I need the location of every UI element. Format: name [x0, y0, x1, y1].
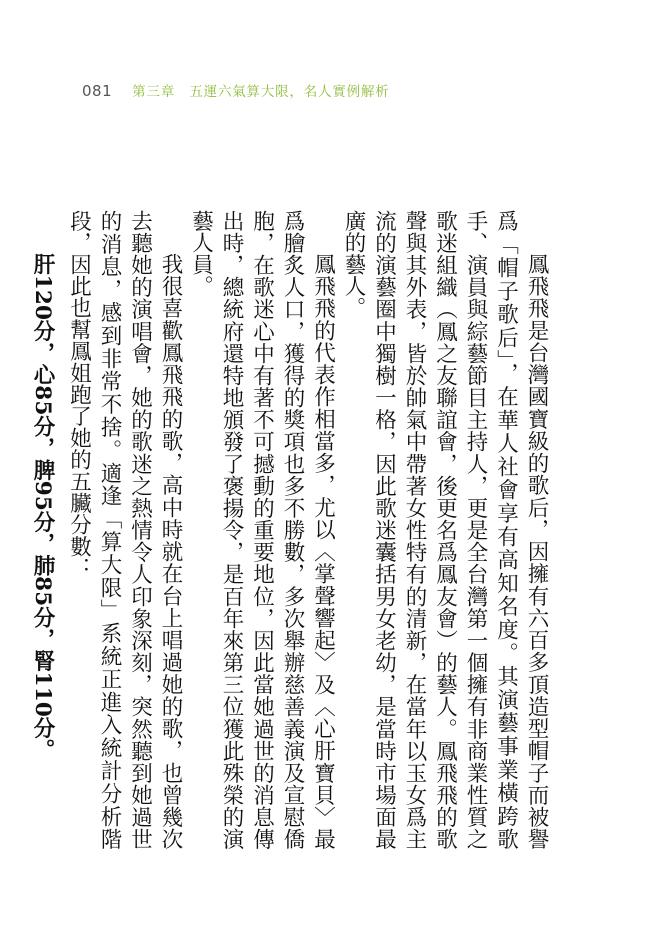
paragraph-1: 鳳飛飛是台灣國寶級的歌后，因擁有六百多頂造型帽子而被譽爲「帽子歌后」，在華人社會享有高知名度。其演藝事業橫跨歌手、演員與綜藝節目主持人，更是全台灣第一個擁有非商業性質之歌迷組織（鳳之友聯誼會，後更名爲鳳友會）的藝人。鳳飛飛的歌聲與其外表，皆於帥氣中帶著女性特有的清新，在當年以玉女爲主流的演藝圈中獨樹一格，因此歌迷囊括男女老幼，是當時市場面最廣的藝人。 — [341, 210, 549, 850]
vertical-body-text — [27, 210, 552, 850]
organ-scores: 肝120分，心85分，脾95分，肺85分，腎110分。 — [30, 253, 55, 761]
paragraph-2: 鳳飛飛的代表作相當多，尤以〈掌聲響起〉及〈心肝寶貝〉最爲膾炙人口，獲得的獎項也多不勝數，多次舉辦慈善義演及宣慰僑胞，在歌迷心中有著不可撼動的重要地位，因此當她過世的消息傳出時，總統府還特地頒發了褒揚令，是百年來第三位獲此殊榮的演藝人員。 — [188, 210, 336, 850]
paragraph-3: 我很喜歡鳳飛飛的歌，高中時就在台上唱過她的歌，也曾幾次去聽她的演唱會，她的歌迷之熱情令人印象深刻，突然聽到她過世的消息，感到非常不捨。適逢「算大限」系統正進入統計分析階段，因此也幫鳳姐跑了她的五臟分數： — [66, 210, 183, 850]
chapter-title: 第三章 五運六氣算大限，名人實例解析 — [132, 84, 390, 100]
running-header — [82, 80, 390, 102]
page-number: 081 — [82, 82, 113, 100]
